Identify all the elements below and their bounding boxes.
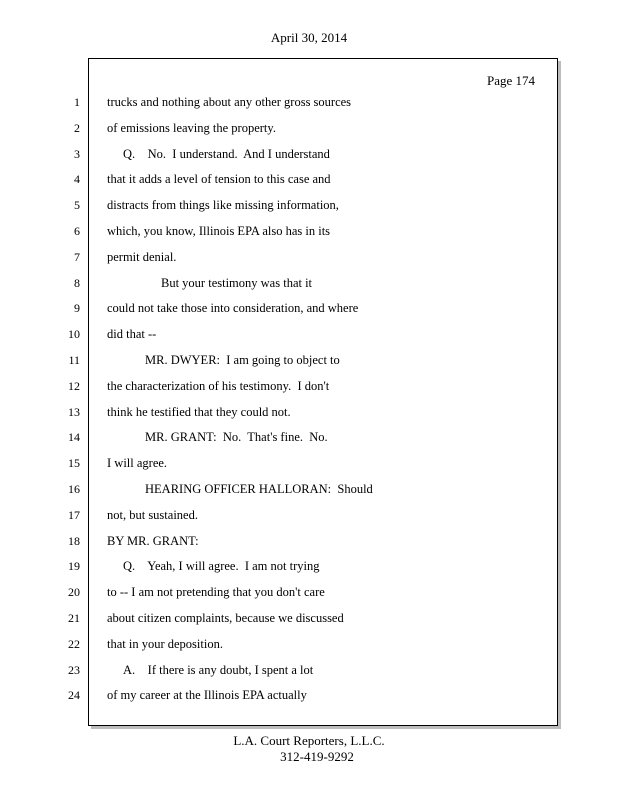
line-number: 15	[68, 456, 80, 471]
transcript-line: the characterization of his testimony. I don't	[107, 378, 330, 393]
transcript-line: Q. No. I understand. And I understand	[123, 146, 330, 161]
transcript-line: MR. GRANT: No. That's fine. No.	[145, 430, 328, 445]
line-number: 22	[68, 636, 80, 651]
line-number: 8	[74, 275, 80, 290]
transcript-line: about citizen complaints, because we discussed	[107, 611, 344, 625]
line-number: 12	[68, 378, 80, 393]
line-number: 6	[74, 224, 80, 238]
transcript-line: not, but sustained.	[107, 507, 198, 522]
transcript-line: which, you know, Illinois EPA also has in its	[107, 224, 331, 238]
line-number: 16	[68, 482, 80, 496]
line-number: 17	[68, 507, 80, 522]
line-number: 11	[68, 353, 80, 367]
line-number: 3	[74, 146, 80, 161]
transcript-line: A. If there is any doubt, I spent a lot	[123, 662, 314, 677]
line-number: 24	[68, 688, 80, 703]
line-number: 14	[68, 430, 80, 445]
line-number: 18	[68, 533, 80, 548]
transcript-date: April 30, 2014	[270, 30, 348, 45]
line-number: 5	[74, 198, 80, 213]
transcript-line: of emissions leaving the property.	[107, 120, 276, 135]
footer-phone: 312-419-9292	[280, 749, 354, 764]
line-number: 4	[74, 172, 80, 187]
line-number: 20	[68, 585, 80, 600]
page-number: Page 174	[486, 73, 535, 88]
line-number: 13	[68, 404, 80, 419]
transcript-line: permit denial.	[107, 249, 177, 264]
line-number: 9	[74, 301, 80, 316]
line-number: 23	[68, 662, 80, 677]
transcript-line: HEARING OFFICER HALLORAN: Should	[145, 482, 373, 496]
transcript-line: distracts from things like missing information,	[107, 198, 339, 213]
transcript-line: Q. Yeah, I will agree. I am not trying	[123, 559, 320, 574]
line-number: 21	[68, 611, 80, 625]
transcript-line: But your testimony was that it	[161, 275, 313, 290]
line-number: 1	[74, 95, 80, 109]
line-number: 7	[74, 249, 80, 264]
transcript-line: that it adds a level of tension to this case and	[107, 172, 331, 187]
transcript-line: that in your deposition.	[107, 636, 223, 651]
footer	[0, 733, 618, 765]
transcript-line: did that --	[107, 327, 157, 342]
transcript-line: I will agree.	[107, 456, 168, 471]
transcript-line: could not take those into consideration, and where	[107, 301, 359, 316]
line-number: 19	[68, 559, 80, 574]
line-number: 10	[68, 327, 80, 342]
transcript-line: trucks and nothing about any other gross sources	[107, 95, 352, 109]
footer-company: L.A. Court Reporters, L.L.C.	[233, 733, 385, 748]
transcript-line: BY MR. GRANT:	[107, 533, 199, 548]
transcript-line: of my career at the Illinois EPA actually	[107, 688, 307, 703]
transcript-line: to -- I am not pretending that you don't care	[107, 585, 325, 600]
line-number: 2	[74, 120, 80, 135]
transcript-line: think he testified that they could not.	[107, 404, 291, 419]
transcript-line: MR. DWYER: I am going to object to	[145, 353, 340, 367]
